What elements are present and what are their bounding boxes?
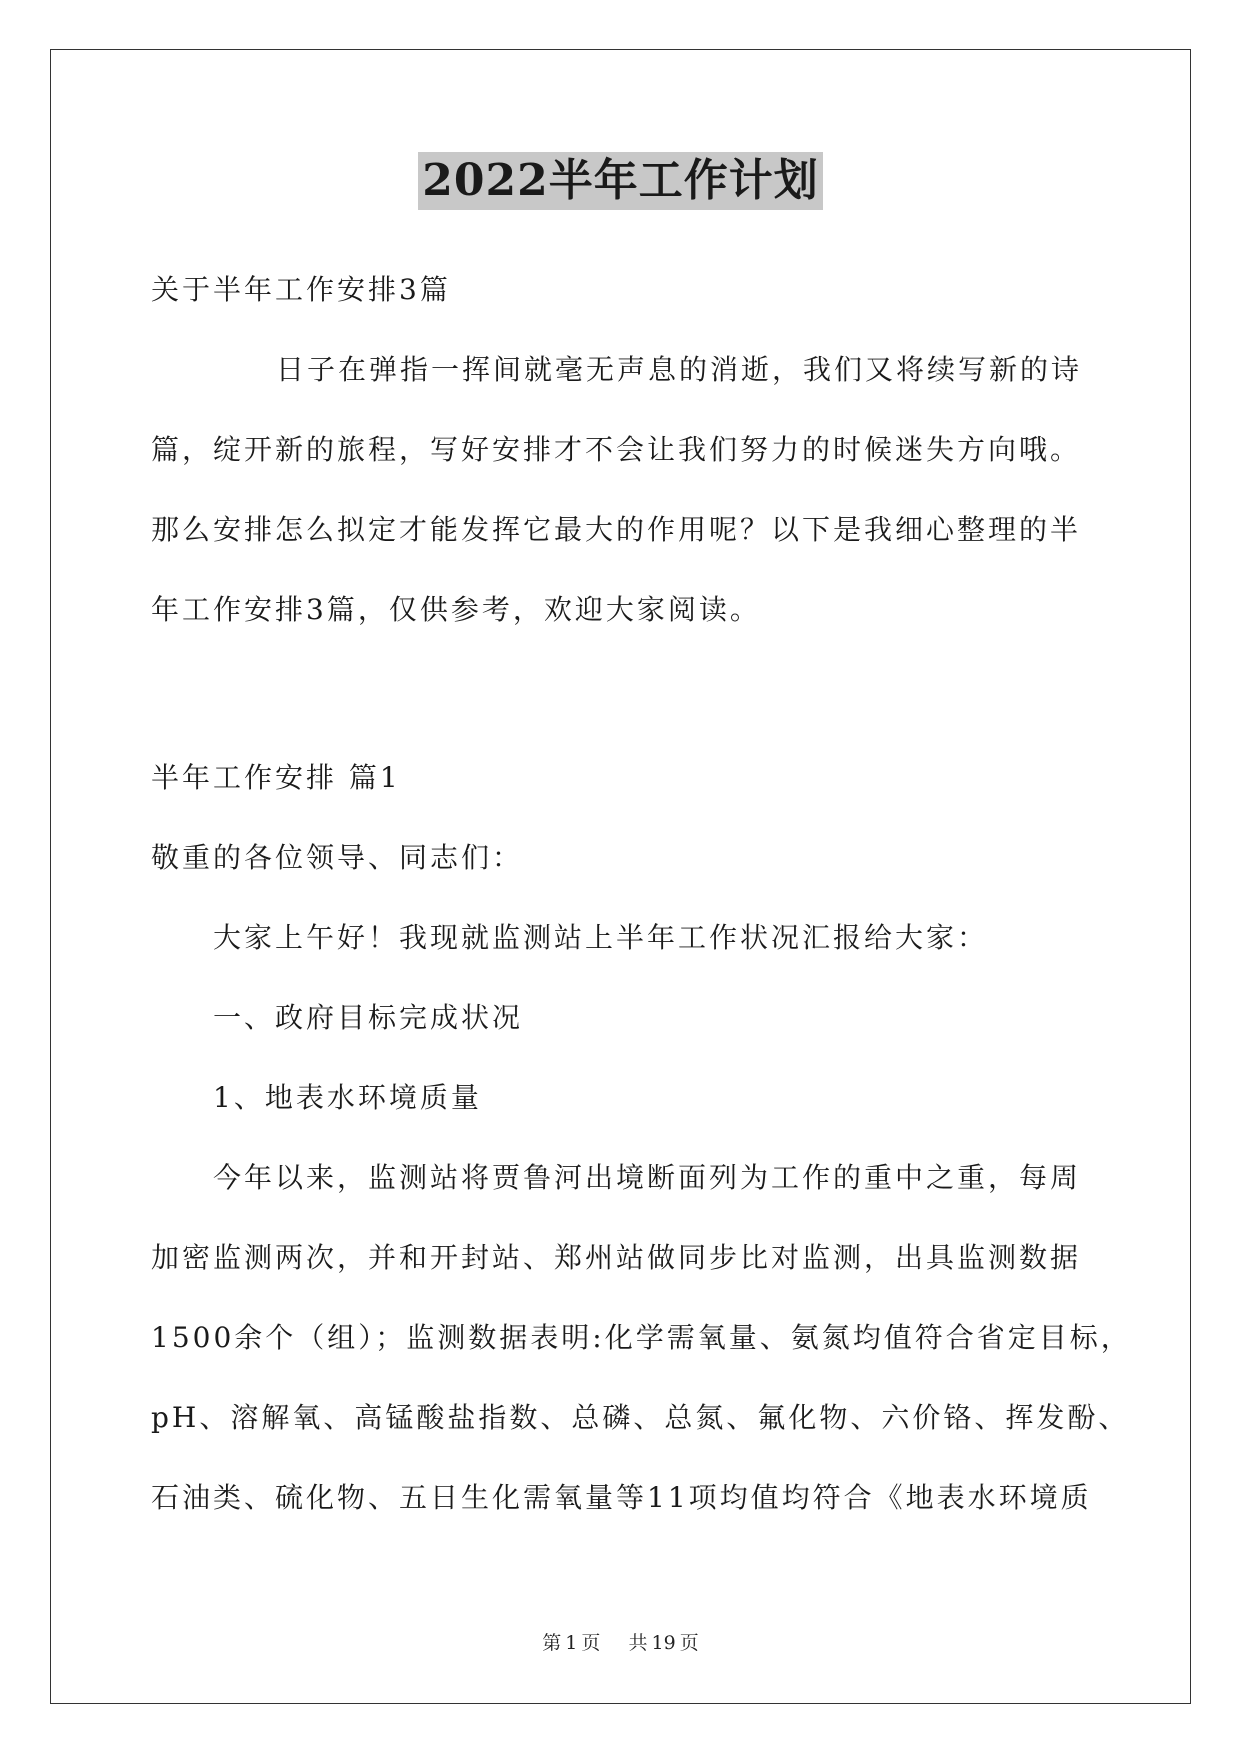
- intro-line-1: 日子在弹指一挥间就毫无声息的消逝，我们又将续写新的诗: [276, 353, 1083, 386]
- heading-1: 一、政府目标完成状况: [213, 1001, 524, 1034]
- page-total-prefix: 共: [628, 1632, 648, 1654]
- page-current: 1: [565, 1632, 578, 1654]
- subtitle: 关于半年工作安排3篇: [151, 273, 451, 306]
- page-total: 19: [651, 1632, 676, 1654]
- page-total-suffix: 页: [679, 1632, 699, 1654]
- heading-1-1: 1、地表水环境质量: [213, 1081, 482, 1114]
- page-label-prefix: 第: [542, 1632, 562, 1654]
- body-line-4: pH、溶解氧、高锰酸盐指数、总磷、总氮、氟化物、六价铬、挥发酚、: [151, 1401, 1130, 1434]
- page-label-mid: 页: [581, 1632, 601, 1654]
- intro-line-3: 那么安排怎么拟定才能发挥它最大的作用呢？以下是我细心整理的半: [151, 513, 1082, 546]
- section-heading: 半年工作安排 篇1: [151, 761, 401, 794]
- body-line-3: 1500余个（组）；监测数据表明:化学需氧量、氨氮均值符合省定目标，: [151, 1321, 1132, 1354]
- document-title: 2022半年工作计划: [418, 152, 822, 210]
- title-container: [0, 152, 1241, 210]
- greeting: 大家上午好！我现就监测站上半年工作状况汇报给大家：: [213, 921, 989, 954]
- salutation: 敬重的各位领导、同志们：: [151, 841, 524, 874]
- intro-line-4: 年工作安排3篇，仅供参考，欢迎大家阅读。: [151, 593, 761, 626]
- body-line-5: 石油类、硫化物、五日生化需氧量等11项均值均符合《地表水环境质: [151, 1481, 1092, 1514]
- body-line-1: 今年以来，监测站将贾鲁河出境断面列为工作的重中之重，每周: [213, 1161, 1082, 1194]
- body-line-2: 加密监测两次，并和开封站、郑州站做同步比对监测，出具监测数据: [151, 1241, 1082, 1274]
- page-footer: [0, 1628, 1241, 1655]
- intro-line-2: 篇，绽开新的旅程，写好安排才不会让我们努力的时候迷失方向哦。: [151, 433, 1082, 466]
